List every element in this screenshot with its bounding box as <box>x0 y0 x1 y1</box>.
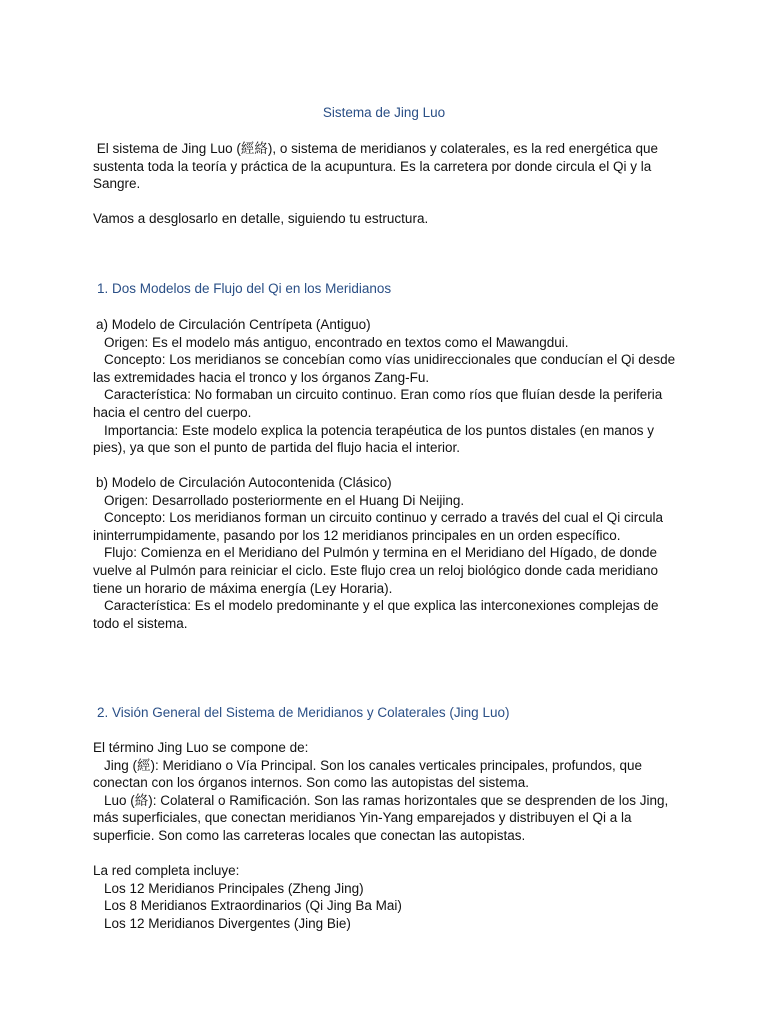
list-item: Los 8 Meridianos Extraordinarios (Qi Jing Ba Mai) <box>104 898 402 914</box>
model-b-block <box>93 474 683 632</box>
jing-definition: Jing (經): Meridiano o Vía Principal. Son los canales verticales principales, profundos, que conectan con los órganos internos. Son como las autopistas del sistema. <box>93 757 646 791</box>
jing-luo-intro: El término Jing Luo se compone de: <box>93 740 309 755</box>
model-a-origen: Origen: Es el modelo más antiguo, encontrado en textos como el Mawangdui. <box>104 334 569 350</box>
intro-text-2: Vamos a desglosarlo en detalle, siguiendo tu estructura. <box>93 211 429 226</box>
intro-text: El sistema de Jing Luo (經絡), o sistema de meridianos y colaterales, es la red energética que sustenta toda la teoría y práctica de la acupuntura. Es la carretera por donde circula el Qi y la Sangre. <box>93 141 662 192</box>
section-2-heading: 2. Visión General del Sistema de Meridianos y Colaterales (Jing Luo) <box>97 705 510 720</box>
model-a-caracteristica: Característica: No formaban un circuito continuo. Eran como ríos que fluían desde la periferia hacia el centro del cuerpo. <box>93 387 667 420</box>
luo-definition: Luo (絡): Colateral o Ramificación. Son las ramas horizontales que se desprenden de los Jing, más superficiales, que conectan meridianos Yin-Yang emparejados y distribuyen el Qi a la superficie. Son como las carreteras locales que conectan las autopistas. <box>93 792 673 843</box>
model-b-concepto: Concepto: Los meridianos forman un circuito continuo y cerrado a través del cual el Qi circula ininterrumpidamente, pasando por los 12 meridianos principales en un orden específico. <box>93 510 667 543</box>
model-a-importancia: Importancia: Este modelo explica la potencia terapéutica de los puntos distales (en manos y pies), ya que son el punto de partida del flujo hacia el interior. <box>93 422 658 456</box>
section-1-heading: 1. Dos Modelos de Flujo del Qi en los Meridianos <box>97 281 392 296</box>
model-b-caracteristica: Característica: Es el modelo predominante y el que explica las interconexiones complejas de todo el sistema. <box>93 598 663 631</box>
document-title: Sistema de Jing Luo <box>322 105 446 120</box>
list-item: Los 12 Meridianos Divergentes (Jing Bie) <box>104 915 351 931</box>
network-intro: La red completa incluye: <box>93 863 240 878</box>
model-a-block <box>93 316 683 457</box>
list-item: Los 12 Meridianos Principales (Zheng Jing) <box>104 880 364 896</box>
jing-luo-block <box>93 739 683 845</box>
intro-paragraph-2 <box>93 210 683 228</box>
model-b-flujo: Flujo: Comienza en el Meridiano del Pulmón y termina en el Meridiano del Hígado, de donde vuelve al Pulmón para reiniciar el ciclo. Este flujo crea un reloj biológico donde cada meridiano tiene un horario de máxima energía (Ley Horaria). <box>93 545 662 596</box>
model-a-concepto: Concepto: Los meridianos se concebían como vías unidireccionales que conducían el Qi desde las extremidades hacia el tronco y los órganos Zang-Fu. <box>93 352 679 385</box>
intro-paragraph <box>93 140 683 193</box>
model-b-origen: Origen: Desarrollado posteriormente en el Huang Di Neijing. <box>104 492 465 508</box>
network-block <box>93 862 683 932</box>
model-a-title: a) Modelo de Circulación Centrípeta (Antiguo) <box>96 317 371 332</box>
model-b-title: b) Modelo de Circulación Autocontenida (Clásico) <box>96 475 392 490</box>
